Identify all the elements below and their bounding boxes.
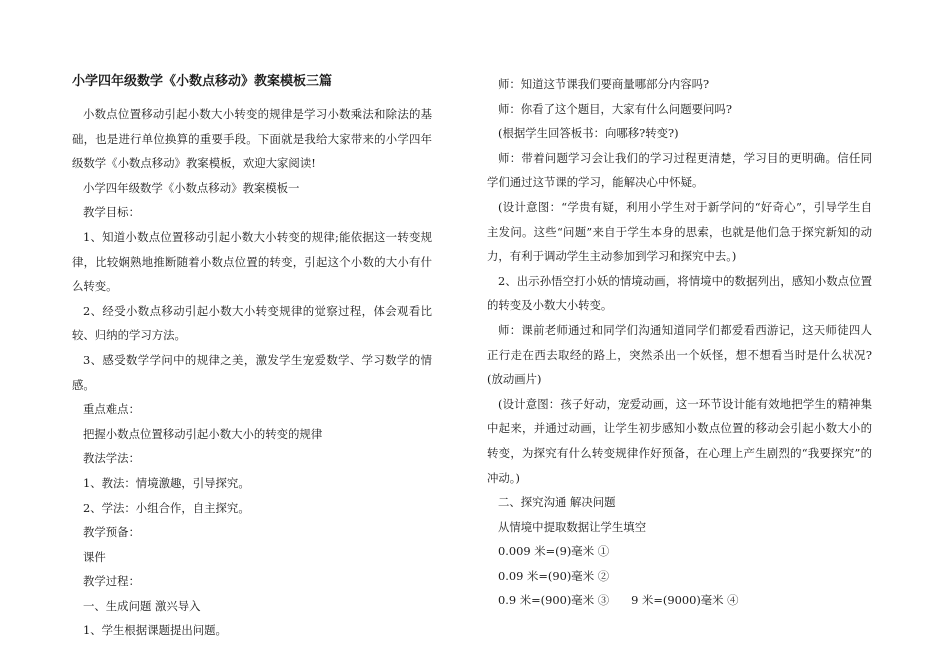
intro-paragraph: 小数点位置移动引起小数大小转变的规律是学习小数乘法和除法的基础，也是进行单位换算的重要手段。下面就是我给大家带来的小学四年级数学《小数点移动》教案模板，欢迎大家阅读! <box>72 107 432 171</box>
paragraph: 师：你看了这个题目，大家有什么问题要问吗? <box>498 101 732 116</box>
paragraph: 2、经受小数点移动引起小数大小转变规律的觉察过程，体会观看比较、归纳的学习方法。 <box>72 303 432 343</box>
paragraph: (设计意图：孩子好动，宠爱动画，这一环节设计能有效地把学生的精神集中起来，并通过动画，让学生初步感知小数点位置的移动会引起小数大小的转变，为探究有什么转变规律作好预备，在心理上产生剧烈的“我要探究”的冲动。) <box>487 396 872 485</box>
paragraph: 课件 <box>83 549 106 564</box>
section-heading: 小学四年级数学《小数点移动》教案模板一 <box>83 180 300 195</box>
paragraph: 师：课前老师通过和同学们沟通知道同学们都爱看西游记，这天师徒四人正行走在西去取经的路上，突然杀出一个妖怪，想不想看当时是什么状况?(放动画片) <box>487 322 872 387</box>
paragraph: 1、学生根据课题提出问题。 <box>83 623 227 638</box>
paragraph: 重点难点： <box>83 402 140 417</box>
paragraph: 教法学法： <box>83 451 140 466</box>
paragraph: 2、学法：小组合作，自主探究。 <box>83 500 250 515</box>
right-column <box>487 72 872 613</box>
left-column <box>72 74 432 643</box>
paragraph: 3、感受数学学问中的规律之美，激发学生宠爱数学、学习数学的情感。 <box>72 352 432 392</box>
paragraph: (根据学生回答板书：向哪移?转变?) <box>498 126 679 141</box>
conversion-line: 0.09 米=(90)毫米 ② <box>498 568 610 583</box>
paragraph: 从情境中提取数据让学生填空 <box>498 519 647 534</box>
paragraph: 把握小数点位置移动引起小数大小的转变的规律 <box>83 426 323 441</box>
conversion-line <box>487 588 872 613</box>
paragraph: (设计意图：“学贵有疑，利用小学生对于新学问的“好奇心”，引导学生自主发问。这些“问题”来自于学生本身的思索，也就是他们急于探究新知的动力，有利于调动学生主动参加到学习和探究中去。) <box>487 199 872 264</box>
paragraph: 教学目标： <box>83 205 140 220</box>
paragraph: 教学过程： <box>83 574 140 589</box>
paragraph: 1、知道小数点位置移动引起小数大小转变的规律;能依据这一转变规律，比较娴熟地推断随着小数点位置的转变，引起这个小数的大小有什么转变。 <box>72 229 432 294</box>
conversion-item: 0.9 米=(900)毫米 ③ <box>498 593 610 608</box>
paragraph: 一、生成问题 激兴导入 <box>83 598 201 613</box>
paragraph: 1、教法：情境激趣，引导探究。 <box>83 475 250 490</box>
conversion-line: 0.009 米=(9)毫米 ① <box>498 544 610 559</box>
paragraph: 二、探究沟通 解决问题 <box>498 495 616 510</box>
paragraph: 师：知道这节课我们要商量哪部分内容吗? <box>498 77 710 91</box>
paragraph: 2、出示孙悟空打小妖的情境动画，将情境中的数据列出，感知小数点位置的转变及小数大小转变。 <box>487 273 872 313</box>
conversion-item: 9 米=(9000)毫米 ④ <box>631 593 739 608</box>
paragraph: 师：带着问题学习会让我们的学习过程更清楚，学习目的更明确。信任同学们通过这节课的学习，能解决心中怀疑。 <box>487 150 872 190</box>
document-title: 小学四年级数学《小数点移动》教案模板三篇 <box>72 74 333 89</box>
paragraph: 教学预备： <box>83 525 140 540</box>
